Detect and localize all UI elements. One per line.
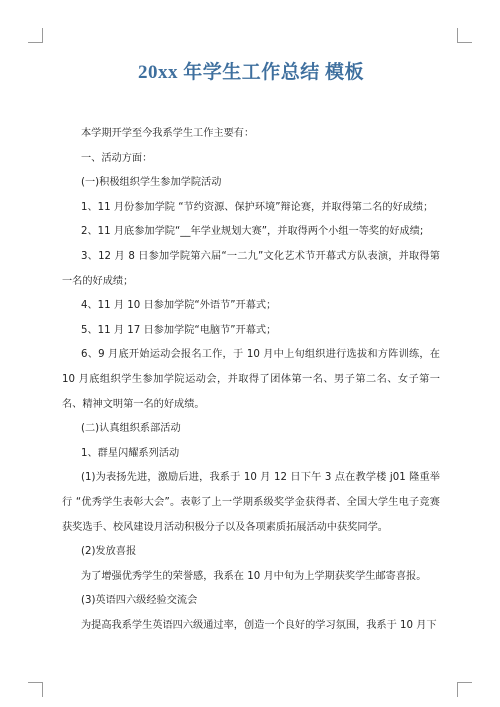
paragraph-awards-ceremony: (1)为表扬先进，激励后进，我系于 10 月 12 日下午 3 点在教学楼 j01 隆重举行 “优秀学生表彰大会”。表彰了上一学期系级奖学金获得者、全国大学生电子竞赛获奖选手、校风建设月活动积极分子以及各项素质拓展活动中获奖同学。 — [62, 472, 440, 533]
paragraph-item-3: 3、12 月 8 日参加学院第六届“一二九”文化艺术节开幕式方队表演，并取得第一名的好成绩； — [62, 250, 440, 287]
paragraph-intro: 本学期开学至今我系学生工作主要有： — [81, 128, 255, 139]
paragraph-section-activities: 一、活动方面： — [81, 152, 153, 164]
paragraph-item-5: 5、11 月 17 日参加学院“电脑节”开幕式； — [81, 324, 277, 336]
paragraph-good-news-heading: (2)发放喜报 — [81, 546, 137, 558]
paragraph-item-4: 4、11 月 10 日参加学院“外语节”开幕式； — [81, 300, 277, 312]
crop-mark-bottom-left — [28, 682, 43, 697]
crop-mark-top-right — [457, 28, 472, 43]
paragraph-item-6: 6、9 月底开始运动会报名工作，于 10 月中上旬组织进行选拔和方阵训练，在 10 月底组织学生参加学院运动会，并取得了团体第一名、男子第二名、女子第一名、精神文明第一名的好成绩。 — [62, 349, 440, 410]
document-page — [62, 60, 440, 638]
paragraph-good-news-body: 为了增强优秀学生的荣誉感，我系在 10 月中旬为上学期获奖学生邮寄喜报。 — [81, 570, 427, 582]
paragraph-cet-heading: (3)英语四六级经验交流会 — [81, 595, 198, 607]
paragraph-item-2: 2、11 月底参加学院“__年学业规划大赛”，并取得两个小组一等奖的好成绩; — [81, 226, 424, 238]
crop-mark-bottom-right — [457, 682, 472, 697]
crop-mark-top-left — [28, 28, 43, 43]
paragraph-cet-body: 为提高我系学生英语四六级通过率，创造一个良好的学习氛围，我系于 10 月下 — [81, 619, 437, 631]
document-title: 20xx 年学生工作总结 模板 — [137, 62, 364, 83]
paragraph-subsection-department: (二)认真组织系部活动 — [81, 423, 181, 435]
paragraph-stars-series: 1、群星闪耀系列活动 — [81, 447, 180, 459]
paragraph-subsection-college: (一)积极组织学生参加学院活动 — [81, 177, 222, 189]
paragraph-item-1: 1、11 月份参加学院 “节约资源、保护环境”辩论赛，并取得第二名的好成绩； — [81, 201, 434, 213]
